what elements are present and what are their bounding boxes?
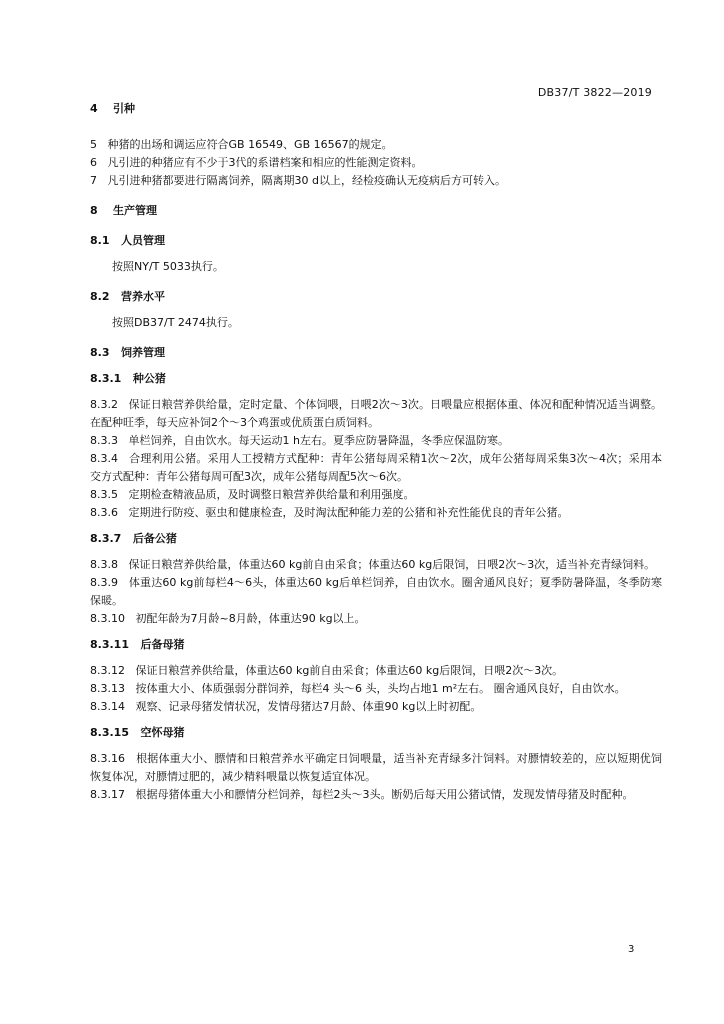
clause-8-3-8 (90, 556, 662, 574)
clause-number: 8.3.14 (90, 700, 125, 713)
clause-8-3-12 (90, 662, 662, 680)
clause-8-3-5 (90, 486, 662, 504)
section-number: 8 (90, 204, 98, 217)
clause-8-3-3 (90, 432, 662, 450)
section-number: 8.3.15 (90, 726, 129, 739)
clause-text: 种猪的出场和调运应符合GB 16549、GB 16567的规定。 (107, 138, 393, 151)
clause-7 (90, 172, 662, 190)
clause-number: 8.3.13 (90, 682, 125, 695)
section-number: 8.1 (90, 234, 110, 247)
clause-text: 体重达60 kg前每栏4～6头，体重达60 kg后单栏饲养，自由饮水。圈舍通风良好；夏季防暑降温，冬季防寒保暖。 (90, 576, 663, 607)
clause-text: 保证日粮营养供给量，定时定量、个体饲喂，日喂2次～3次。日喂量应根据体重、体况和配种情况适当调整。在配种旺季，每天应补饲2个～3个鸡蛋或优质蛋白质饲料。 (90, 398, 662, 429)
clause-8-3-16 (90, 750, 662, 786)
section-title: 引种 (112, 102, 135, 115)
clause-8-3-6 (90, 504, 662, 522)
section-title: 空怀母猪 (140, 726, 185, 739)
section-title: 人员管理 (121, 234, 165, 247)
section-title: 后备母猪 (140, 638, 185, 651)
clause-number: 7 (90, 174, 97, 187)
clause-text: 根据体重大小、膘情和日粮营养水平确定日饲喂量，适当补充青绿多汁饲料。对膘情较差的，应以短期优饲恢复体况，对膘情过肥的，减少精料喂量以恢复适宜体况。 (90, 752, 662, 783)
section-number: 8.2 (90, 290, 110, 303)
document-body (90, 100, 662, 804)
clause-number: 8.3.17 (90, 788, 125, 801)
section-heading-8 (90, 202, 662, 220)
clause-8-3-13 (90, 680, 662, 698)
clause-text: 保证日粮营养供给量，体重达60 kg前自由采食；体重达60 kg后限饲，日喂2次～3次，适当补充青绿饲料。 (128, 558, 656, 571)
clause-text-8-2: 按照DB37/T 2474执行。 (112, 316, 239, 329)
clause-8-3-2 (90, 396, 662, 432)
clause-text-8-1: 按照NY/T 5033执行。 (112, 260, 224, 273)
section-title: 种公猪 (132, 372, 166, 385)
section-title: 生产管理 (112, 204, 157, 217)
clause-text: 合理利用公猪。采用人工授精方式配种：青年公猪每周采精1次～2次，成年公猪每周采集3次～4次；采用本交方式配种：青年公猪每周可配3次，成年公猪每周配5次～6次。 (90, 452, 662, 483)
section-number: 8.3.1 (90, 372, 122, 385)
section-heading-8-3-7 (90, 530, 662, 548)
section-heading-8-3-11 (90, 636, 662, 654)
clause-number: 8.3.6 (90, 506, 118, 519)
clause-number: 8.3.16 (90, 752, 125, 765)
section-number: 4 (90, 102, 98, 115)
clause-number: 8.3.12 (90, 664, 125, 677)
section-number: 8.3.7 (90, 532, 122, 545)
clause-number: 8.3.2 (90, 398, 118, 411)
page-number: 3 (628, 944, 635, 955)
clause-text: 单栏饲养，自由饮水。每天运动1 h左右。夏季应防暑降温，冬季应保温防寒。 (128, 434, 509, 447)
section-heading-4 (90, 100, 662, 118)
section-title: 营养水平 (121, 290, 165, 303)
clause-text: 观察、记录母猪发情状况，发情母猪达7月龄、体重90 kg以上时初配。 (135, 700, 482, 713)
clause-8-3-10 (90, 610, 662, 628)
document-code: DB37/T 3822—2019 (537, 86, 652, 99)
clause-8-3-17 (90, 786, 662, 804)
clause-8-3-4 (90, 450, 662, 486)
clause-text: 凡引进的种猪应有不少于3代的系谱档案和相应的性能测定资料。 (107, 156, 423, 169)
clause-number: 8.3.9 (90, 576, 118, 589)
clause-text: 定期进行防疫、驱虫和健康检查，及时淘汰配种能力差的公猪和补充性能优良的青年公猪。 (128, 506, 569, 519)
section-title: 后备公猪 (132, 532, 177, 545)
clause-5 (90, 136, 662, 154)
clause-text: 凡引进种猪都要进行隔离饲养，隔离期30 d以上，经检疫确认无疫病后方可转入。 (107, 174, 506, 187)
clause-number: 8.3.3 (90, 434, 118, 447)
clause-text: 按体重大小、体质强弱分群饲养，每栏4 头～6 头，头均占地1 m²左右。 圈舍通风良好，自由饮水。 (135, 682, 626, 695)
clause-text: 保证日粮营养供给量，体重达60 kg前自由采食；体重达60 kg后限饲，日喂2次～3次。 (135, 664, 564, 677)
section-number: 8.3.11 (90, 638, 129, 651)
clause-text: 初配年龄为7月龄~8月龄，体重达90 kg以上。 (135, 612, 366, 625)
section-title: 饲养管理 (121, 346, 165, 359)
section-heading-8-2 (90, 288, 662, 306)
clause-text: 定期检查精液品质，及时调整日粮营养供给量和利用强度。 (128, 488, 415, 501)
clause-number: 8.3.10 (90, 612, 125, 625)
clause-6 (90, 154, 662, 172)
clause-number: 6 (90, 156, 97, 169)
section-heading-8-3-1 (90, 370, 662, 388)
clause-number: 8.3.8 (90, 558, 118, 571)
section-heading-8-3 (90, 344, 662, 362)
clause-8-3-9 (90, 574, 662, 610)
clause-number: 8.3.5 (90, 488, 118, 501)
clause-number: 8.3.4 (90, 452, 118, 465)
clause-8-3-14 (90, 698, 662, 716)
clause-text: 根据母猪体重大小和膘情分栏饲养，每栏2头～3头。断奶后每天用公猪试情，发现发情母猪及时配种。 (135, 788, 634, 801)
section-heading-8-1 (90, 232, 662, 250)
clause-number: 5 (90, 138, 97, 151)
section-heading-8-3-15 (90, 724, 662, 742)
section-number: 8.3 (90, 346, 110, 359)
